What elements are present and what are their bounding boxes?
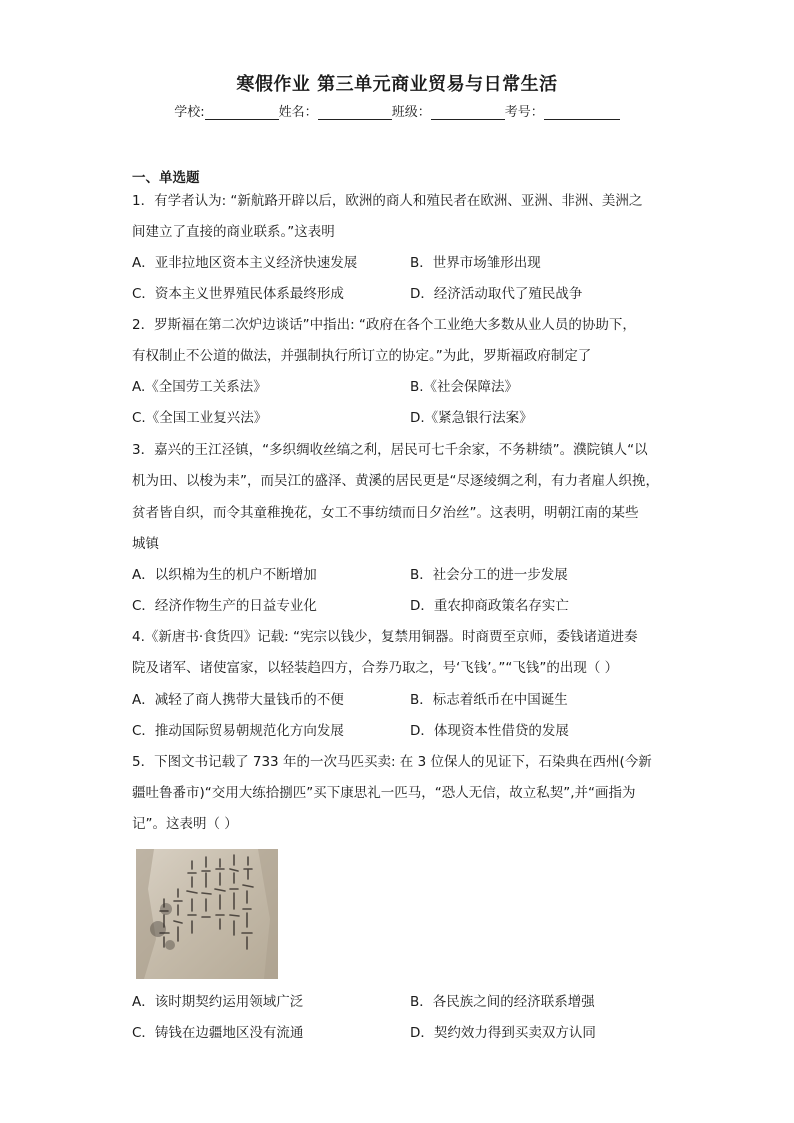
page-title: 寒假作业 第三单元商业贸易与日常生活	[236, 74, 558, 95]
question-4-line-2: 院及诸军、诸使富家，以轻装趋四方，合券乃取之，号‘飞钱’。”“飞钱”的出现（ ）	[132, 660, 619, 676]
class-field[interactable]	[431, 105, 505, 120]
question-5-line-3: 记”。这表明（ ）	[132, 816, 238, 832]
question-5-option-b[interactable]: B．各民族之间的经济联系增强	[410, 994, 595, 1010]
question-5-line-1: 5．下图文书记载了 733 年的一次马匹买卖: 在 3 位保人的见证下，石染典在西州(今新	[132, 754, 652, 770]
class-label: 班级：	[391, 105, 431, 120]
question-2-option-c[interactable]: C.《全国工业复兴法》	[132, 410, 268, 426]
name-field[interactable]	[318, 105, 392, 120]
question-3-option-d[interactable]: D．重农抑商政策名存实亡	[410, 598, 569, 614]
question-4-option-d[interactable]: D．体现资本性借贷的发展	[410, 723, 569, 739]
question-4-line-1: 4.《新唐书·食货四》记载: “宪宗以钱少，复禁用铜器。时商贾至京师，委钱诸道进奏	[132, 629, 638, 645]
question-2-option-d[interactable]: D.《紧急银行法案》	[410, 410, 533, 426]
question-2-line-2: 有权制止不公道的做法，并强制执行所订立的协定。”为此，罗斯福政府制定了	[132, 348, 592, 364]
number-field[interactable]	[544, 105, 620, 120]
question-3-line-4: 城镇	[132, 536, 159, 552]
question-3-line-2: 机为田、以梭为耒”，而吴江的盛泽、黄溪的居民更是“尽逐绫绸之利，有力者雇人织挽，	[132, 473, 659, 489]
question-2-option-b[interactable]: B.《社会保障法》	[410, 379, 519, 395]
question-3-option-b[interactable]: B．社会分工的进一步发展	[410, 567, 568, 583]
question-1-option-c[interactable]: C．资本主义世界殖民体系最终形成	[132, 286, 344, 302]
name-label: 姓名：	[278, 105, 318, 120]
question-4-option-a[interactable]: A．减轻了商人携带大量钱币的不便	[132, 692, 344, 708]
question-5-option-c[interactable]: C．铸钱在边疆地区没有流通	[132, 1025, 304, 1041]
question-3-option-c[interactable]: C．经济作物生产的日益专业化	[132, 598, 317, 614]
question-5-option-a[interactable]: A．该时期契约运用领域广泛	[132, 994, 304, 1010]
section-title: 一、单选题	[132, 170, 200, 186]
question-2-line-1: 2．罗斯福在第二次炉边谈话”中指出: “政府在各个工业绝大多数从业人员的协助下，	[132, 317, 636, 333]
school-label: 学校:	[174, 105, 205, 120]
school-field[interactable]	[205, 105, 279, 120]
question-3-line-3: 贫者皆自织，而令其童稚挽花，女工不事纺绩而日夕治丝”。这表明，明朝江南的某些	[132, 505, 639, 521]
question-1-line-1: 1．有学者认为: “新航路开辟以后，欧洲的商人和殖民者在欧洲、亚洲、非洲、美洲之	[132, 193, 643, 209]
number-label: 考号：	[504, 105, 544, 120]
question-4-option-c[interactable]: C．推动国际贸易朝规范化方向发展	[132, 723, 344, 739]
question-1-option-b[interactable]: B．世界市场雏形出现	[410, 255, 541, 271]
student-info-line	[0, 101, 794, 120]
question-4-option-b[interactable]: B．标志着纸币在中国诞生	[410, 692, 568, 708]
question-3-option-a[interactable]: A．以织棉为生的机户不断增加	[132, 567, 317, 583]
question-3-line-1: 3．嘉兴的王江泾镇，“多织绸收丝缟之利，居民可七千余家，不务耕绩”。濮院镇人“以	[132, 442, 648, 458]
question-5-line-2: 疆吐鲁番市)“交用大练拾捌匹”买下康思礼一匹马，“恐人无信，故立私契”,并“画指为	[132, 785, 636, 801]
question-1-option-d[interactable]: D．经济活动取代了殖民战争	[410, 286, 583, 302]
question-1-line-2: 间建立了直接的商业联系。”这表明	[132, 224, 335, 240]
contract-document-image	[136, 849, 278, 979]
question-2-option-a[interactable]: A.《全国劳工关系法》	[132, 379, 267, 395]
question-1-option-a[interactable]: A．亚非拉地区资本主义经济快速发展	[132, 255, 358, 271]
question-5-option-d[interactable]: D．契约效力得到买卖双方认同	[410, 1025, 596, 1041]
